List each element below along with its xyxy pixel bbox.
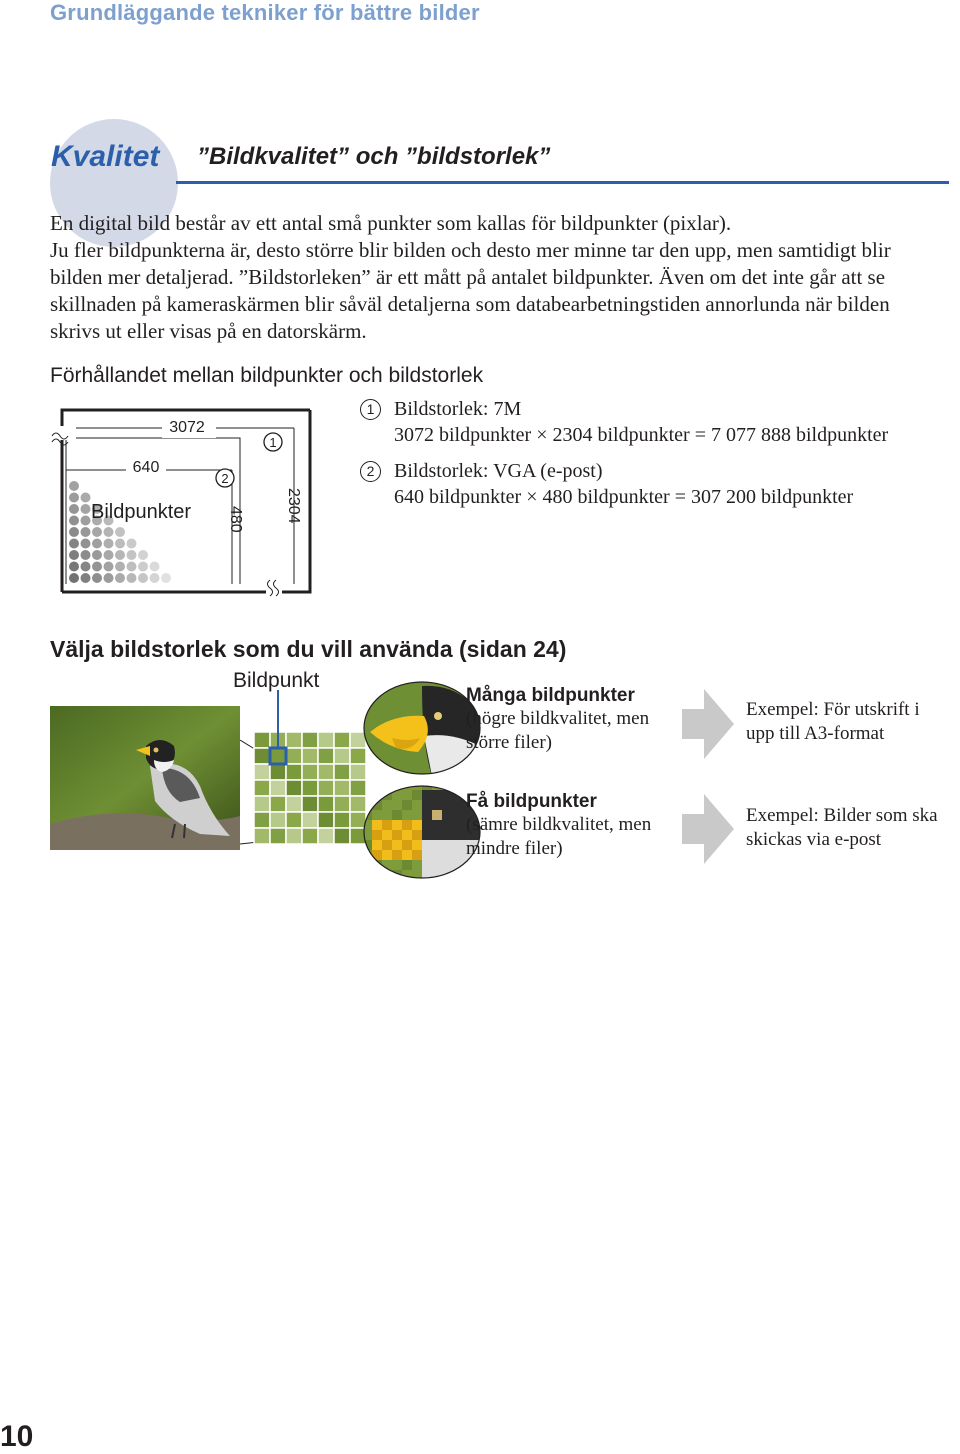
pixel-cell <box>334 732 350 748</box>
pixel-dot <box>69 562 79 572</box>
mosaic-cell <box>422 820 432 830</box>
mosaic-cell <box>372 850 382 860</box>
pixel-cell <box>318 780 334 796</box>
pixel-cell <box>318 764 334 780</box>
pixel-dot-grid <box>69 481 171 583</box>
pixel-cell <box>286 764 302 780</box>
pixel-dot <box>138 550 148 560</box>
pixel-cell <box>318 796 334 812</box>
label-3072: 3072 <box>169 419 205 436</box>
mosaic-cell <box>392 860 402 870</box>
pixel-dot <box>115 527 125 537</box>
mosaic-cell <box>372 820 382 830</box>
mosaic-cell <box>382 830 392 840</box>
mosaic-cell <box>372 780 382 790</box>
pixel-dot <box>115 573 125 583</box>
pixel-dot <box>150 562 160 572</box>
mosaic-cell <box>452 870 462 880</box>
mosaic-cell <box>362 780 372 790</box>
mosaic-cell <box>432 830 442 840</box>
mosaic-cell <box>432 860 442 870</box>
mosaic-cell <box>432 850 442 860</box>
mosaic-cell <box>432 800 442 810</box>
intro-line-2: Ju fler bildpunkterna är, desto större blir bilden och desto mer minne tar den upp, men samtidigt blir bilden mer detaljerad. ”Bildstorleken” är ett mått på antalet bildpunkter. Även om det inte går att se skillnaden på kameraskärmen blir såväl detaljerna som databearbetningstiden annorlunda när bilden skrivs ut eller visas på en datorskärm. <box>50 238 891 343</box>
intro-line-1: En digital bild består av ett antal små punkter som kallas för bildpunkter (pixlar). <box>50 211 732 235</box>
mosaic-cell <box>432 870 442 880</box>
size-item-1-title: Bildstorlek: 7M <box>394 398 522 420</box>
low-res-bird-closeup <box>362 780 482 880</box>
mosaic-cell <box>472 860 482 870</box>
pixel-cell <box>286 828 302 844</box>
pixel-size-diagram <box>44 402 324 608</box>
break-gap-left <box>50 426 76 440</box>
mosaic-cell <box>372 830 382 840</box>
pixel-cell <box>270 748 286 764</box>
pixel-dot <box>92 562 102 572</box>
mosaic-cell <box>442 810 452 820</box>
mosaic-cell <box>472 780 482 790</box>
intro-text <box>50 210 945 345</box>
pixel-cell <box>254 780 270 796</box>
many-pixels-title: Många bildpunkter <box>466 685 635 706</box>
mosaic-cell <box>412 800 422 810</box>
pixel-cell <box>302 780 318 796</box>
pixel-cell <box>318 828 334 844</box>
mosaic-cell <box>392 830 402 840</box>
pixel-zoom-grid <box>240 690 370 860</box>
mosaic-cell <box>432 840 442 850</box>
mosaic-cell <box>402 860 412 870</box>
mosaic-cell <box>392 810 402 820</box>
mosaic-cell <box>442 850 452 860</box>
mosaic-cell <box>452 800 462 810</box>
pixel-cell <box>270 812 286 828</box>
few-pixels-title: Få bildpunkter <box>466 791 597 812</box>
mosaic-cell <box>412 850 422 860</box>
mosaic-cell <box>442 820 452 830</box>
pixel-dot <box>127 562 137 572</box>
few-pixels-block <box>466 791 676 861</box>
pixel-dot <box>115 550 125 560</box>
pixel-cell <box>286 748 302 764</box>
label-640: 640 <box>132 459 160 476</box>
mosaic-cell <box>422 850 432 860</box>
pixel-cell <box>254 828 270 844</box>
pixel-cell <box>302 796 318 812</box>
mosaic-cell <box>402 800 412 810</box>
pixel-cell <box>334 748 350 764</box>
pixel-dot <box>92 573 102 583</box>
pixel-dot <box>104 527 114 537</box>
pixel-dot <box>69 527 79 537</box>
few-pixels-example: Exempel: Bilder som ska skickas via e-post <box>746 805 938 850</box>
mosaic-cell <box>422 780 432 790</box>
mosaic-cell <box>392 850 402 860</box>
mosaic-cell <box>362 870 372 880</box>
mosaic-cell <box>432 790 442 800</box>
mosaic-cell <box>422 840 432 850</box>
pixel-cell <box>334 764 350 780</box>
pixel-dot <box>115 562 125 572</box>
section-title: Kvalitet <box>51 140 160 173</box>
pixel-cell <box>302 732 318 748</box>
pixel-cell <box>334 812 350 828</box>
pixel-dot <box>104 539 114 549</box>
pixel-cell <box>302 812 318 828</box>
mosaic-cell <box>372 810 382 820</box>
pixel-cell <box>302 828 318 844</box>
mosaic-cell <box>362 820 372 830</box>
mosaic-cell <box>372 840 382 850</box>
pixel-dot <box>161 573 171 583</box>
section2-title: Välja bildstorlek som du vill använda (sidan 24) <box>50 636 567 662</box>
mosaic-cell <box>412 860 422 870</box>
mosaic-cell <box>402 810 412 820</box>
pixel-dot <box>69 573 79 583</box>
pixel-cell <box>286 732 302 748</box>
many-pixels-desc: (högre bildkvalitet, men större filer) <box>466 708 650 753</box>
pixel-dot <box>104 562 114 572</box>
mosaic-cell <box>362 800 372 810</box>
section-subtitle: ”Bildkvalitet” och ”bildstorlek” <box>197 143 551 170</box>
mosaic-cell <box>442 830 452 840</box>
size-item-2 <box>360 458 950 510</box>
mosaic-cell <box>402 850 412 860</box>
pixel-cell <box>254 812 270 828</box>
pixel-dot <box>81 550 91 560</box>
mosaic-cell <box>452 830 462 840</box>
mosaic-cell <box>392 840 402 850</box>
arrow-right-icon <box>682 794 734 864</box>
label-bildpunkter: Bildpunkter <box>91 501 192 523</box>
pixel-cell <box>334 780 350 796</box>
mosaic-cell <box>412 810 422 820</box>
mosaic-cell <box>382 780 392 790</box>
marker-1: 1 <box>269 435 277 450</box>
pixel-cell <box>254 764 270 780</box>
pixel-cell <box>254 732 270 748</box>
pixel-dot <box>127 550 137 560</box>
pixel-dot <box>81 573 91 583</box>
pixel-dot <box>104 550 114 560</box>
pixel-cell <box>270 828 286 844</box>
pixel-dot <box>69 504 79 514</box>
page-number: 10 <box>0 1420 34 1453</box>
mosaic-cell <box>462 780 472 790</box>
mosaic-cell <box>452 840 462 850</box>
mosaic-cell <box>422 860 432 870</box>
running-header: Grundläggande tekniker för bättre bilder <box>50 0 480 25</box>
mosaic-cell <box>412 840 422 850</box>
size-item-2-calc: 640 bildpunkter × 480 bildpunkter = 307 200 bildpunkter <box>394 486 854 508</box>
pixel-dot <box>92 539 102 549</box>
label-480: 480 <box>227 506 244 533</box>
mosaic-cell <box>422 790 432 800</box>
mosaic-cell <box>362 860 372 870</box>
size-definitions <box>360 396 950 520</box>
mosaic-cell <box>462 870 472 880</box>
pixel-cell <box>318 732 334 748</box>
pixel-cell <box>334 828 350 844</box>
many-pixels-example: Exempel: För utskrift i upp till A3-format <box>746 699 920 744</box>
mosaic-cell <box>372 800 382 810</box>
pixel-dot <box>127 573 137 583</box>
pixel-dot <box>81 539 91 549</box>
mosaic-cell <box>442 860 452 870</box>
mosaic-cell <box>382 850 392 860</box>
mosaic-cell <box>402 870 412 880</box>
mosaic-cell <box>432 820 442 830</box>
pixel-cell <box>270 796 286 812</box>
marker-2: 2 <box>221 471 229 486</box>
mosaic-cell <box>402 790 412 800</box>
mosaic-cell <box>362 790 372 800</box>
mosaic-cell <box>382 820 392 830</box>
mosaic-cell <box>422 810 432 820</box>
mosaic-cell <box>412 820 422 830</box>
mosaic-cell <box>372 870 382 880</box>
pixel-dot <box>92 550 102 560</box>
pixel-dot <box>69 481 79 491</box>
mosaic-cell <box>392 800 402 810</box>
pixel-dot <box>69 539 79 549</box>
mosaic-cell <box>382 840 392 850</box>
figure-title: Förhållandet mellan bildpunkter och bildstorlek <box>50 364 484 387</box>
mosaic-cell <box>452 820 462 830</box>
pixel-dot <box>115 539 125 549</box>
mosaic-cell <box>442 800 452 810</box>
pixel-cell <box>318 812 334 828</box>
size-item-2-title: Bildstorlek: VGA (e-post) <box>394 460 603 482</box>
size-item-1-calc: 3072 bildpunkter × 2304 bildpunkter = 7 077 888 bildpunkter <box>394 424 889 446</box>
few-pixels-desc: (sämre bildkvalitet, men mindre filer) <box>466 814 652 859</box>
mosaic-cell <box>452 850 462 860</box>
pixel-dot <box>69 493 79 503</box>
mosaic-cell <box>402 830 412 840</box>
pixel-cell <box>318 748 334 764</box>
pixel-cell <box>302 764 318 780</box>
pixel-dot <box>104 573 114 583</box>
size-item-2-number: 2 <box>360 461 381 482</box>
pixel-dot <box>81 527 91 537</box>
pixel-dot <box>81 562 91 572</box>
high-res-bird-closeup <box>362 676 482 776</box>
pixel-cell <box>286 780 302 796</box>
pixel-label: Bildpunkt <box>233 669 320 692</box>
mosaic-cell <box>422 830 432 840</box>
pixel-cell <box>254 796 270 812</box>
many-pixels-block <box>466 685 676 755</box>
mosaic-cell <box>382 800 392 810</box>
pixel-dot <box>138 562 148 572</box>
size-item-1 <box>360 396 950 448</box>
mosaic-cell <box>372 790 382 800</box>
pixel-cell <box>254 748 270 764</box>
pixel-dot <box>127 539 137 549</box>
mosaic-cell <box>472 870 482 880</box>
pixel-dot <box>138 573 148 583</box>
mosaic-cell <box>392 820 402 830</box>
pixel-dot <box>81 504 91 514</box>
mosaic-cell <box>452 780 462 790</box>
mosaic-cell <box>412 790 422 800</box>
mosaic-cell <box>382 810 392 820</box>
mosaic-cell <box>402 820 412 830</box>
pixel-dot <box>69 516 79 526</box>
pixel-cell <box>334 796 350 812</box>
bird-photo <box>50 706 240 850</box>
mosaic-cell <box>442 840 452 850</box>
section-rule <box>176 181 949 184</box>
arrow-right-icon <box>682 689 734 759</box>
label-2304: 2304 <box>285 488 302 524</box>
pixel-cell <box>270 780 286 796</box>
pixel-dot <box>81 516 91 526</box>
mosaic-cell <box>432 810 442 820</box>
pixel-cell <box>302 748 318 764</box>
mosaic-cell <box>412 780 422 790</box>
mosaic-cell <box>362 850 372 860</box>
mosaic-cell <box>422 800 432 810</box>
pixel-cell <box>286 796 302 812</box>
pixel-dot <box>81 493 91 503</box>
pixel-dot <box>150 573 160 583</box>
mosaic-cell <box>382 870 392 880</box>
mosaic-cell <box>402 840 412 850</box>
pixel-dot <box>69 550 79 560</box>
mosaic-cell <box>452 810 462 820</box>
pixel-cell <box>270 764 286 780</box>
size-item-1-number: 1 <box>360 399 381 420</box>
mosaic-cell <box>412 830 422 840</box>
pixel-cell <box>286 812 302 828</box>
pixel-dot <box>92 527 102 537</box>
